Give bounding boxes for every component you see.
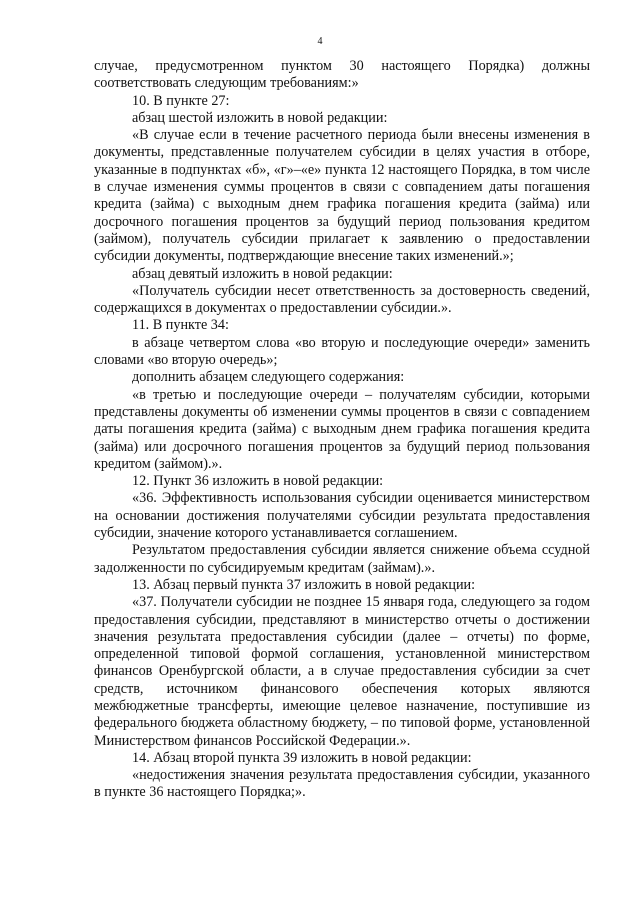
paragraph: «37. Получатели субсидии не позднее 15 января года, следующего за годом предоставления субсидии, представляют в министерство отчеты о достижении значения результата предоставления субсидии (далее – отчеты) по форме, определенной типовой формой соглашения, установленной министерством финансов Оренбургской области, а в случае предоставления субсидии за счет средств, источником финансового обеспечения которых являются межбюджетные трансферты, имеющие целевое назначение, поступившие из федерального бюджета областному бюджету, – по типовой форме, установленной Министерством финансов Российской Федерации.». [94,594,590,749]
paragraph: случае, предусмотренном пунктом 30 настоящего Порядка) должны соответствовать следующим требованиям:» [94,58,590,92]
paragraph: 14. Абзац второй пункта 39 изложить в новой редакции: [132,749,472,766]
paragraph: Результатом предоставления субсидии является снижение объема ссудной задолженности по субсидируемым кредитам (займам).». [94,542,590,576]
paragraph: «Получатель субсидии несет ответственность за достоверность сведений, содержащихся в документах о предоставлении субсидии.». [94,282,590,317]
paragraph: дополнить абзацем следующего содержания: [132,369,405,386]
paragraph: «недостижения значения результата предоставления субсидии, указанного в пункте 36 настоящего Порядка;». [94,767,590,801]
paragraph: в абзаце четвертом слова «во вторую и последующие очереди» заменить словами «во вторую очередь»; [94,334,590,369]
paragraph: «в третью и последующие очереди – получателям субсидии, которыми представлены документы об изменении суммы процентов в связи с совпадением даты погашения кредита (займа) с выходным днем графика погашения кредита (займа) или досрочного погашения процентов за будущий период пользования кредитом (займом).». [94,386,590,472]
paragraph: абзац девятый изложить в новой редакции: [132,265,393,282]
paragraph: абзац шестой изложить в новой редакции: [132,109,388,126]
document-body [94,58,590,802]
paragraph: «В случае если в течение расчетного периода были внесены изменения в документы, представленные получателем субсидии в целях участия в отборе, указанные в подпунктах «б», «г»–«е» пункта 12 настоящего Порядка, в том числе в случае изменения суммы процентов в связи с совпадением даты погашения кредита (займа) с выходным днем графика погашения кредита (займа) или досрочного погашения процентов за будущий период пользования кредитом (займом), получатель субсидии прилагает к заявлению о предоставлении субсидии документы, подтверждающие внесение таких изменений.»; [94,127,590,265]
paragraph: «36. Эффективность использования субсидии оценивается министерством на основании достижения получателями субсидии результата предоставления субсидии, значение которого устанавливается соглашением. [94,490,590,542]
page-number: 4 [317,36,323,47]
paragraph: 10. В пункте 27: [132,92,230,109]
paragraph: 12. Пункт 36 изложить в новой редакции: [132,473,384,490]
paragraph: 13. Абзац первый пункта 37 изложить в новой редакции: [132,576,476,593]
paragraph: 11. В пункте 34: [132,317,229,334]
